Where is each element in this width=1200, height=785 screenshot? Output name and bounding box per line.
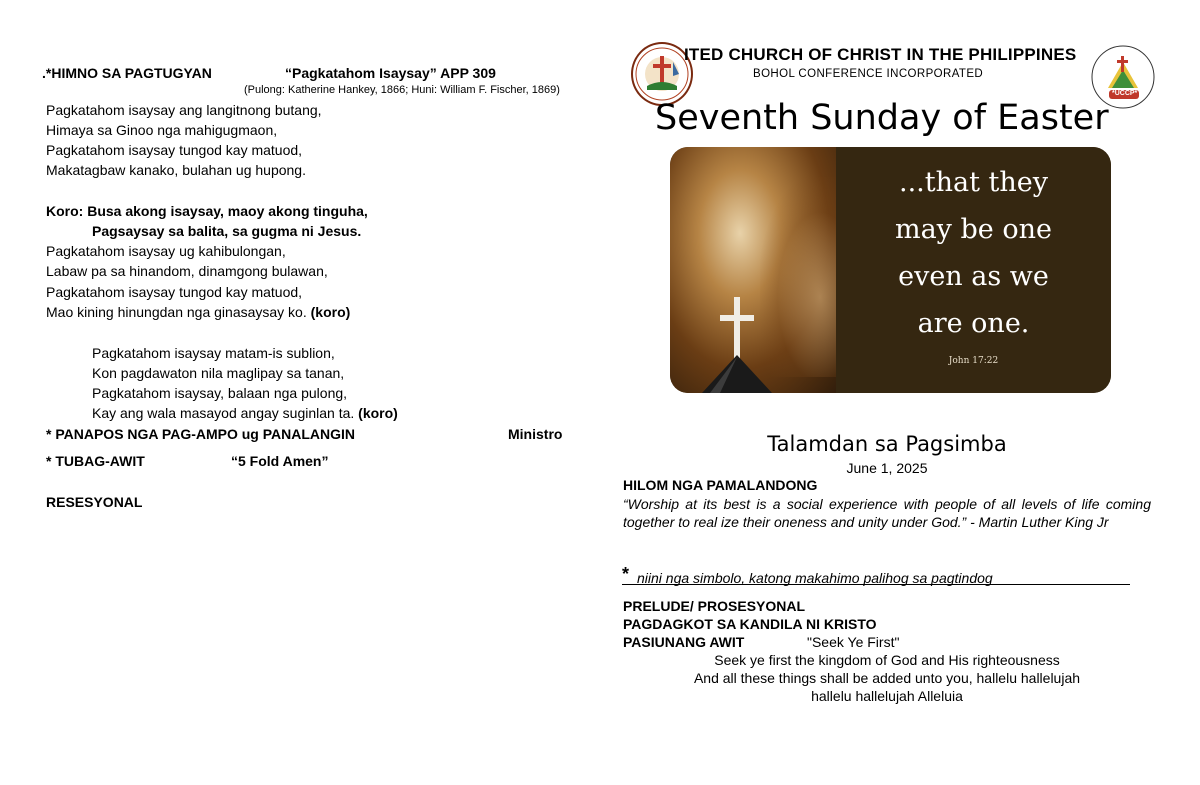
pagdagkot-heading: PAGDAGKOT SA KANDILA NI KRISTO xyxy=(623,616,877,632)
verse-line: Pagkatahom isaysay matam-is sublion, xyxy=(92,345,335,361)
tubag-heading: * TUBAG-AWIT xyxy=(46,453,145,469)
chorus-line: Pagsaysay sa balita, sa gugma ni Jesus. xyxy=(92,223,362,239)
church-steeple-cross-icon xyxy=(690,287,780,393)
pasiunang-title: "Seek Ye First" xyxy=(807,634,900,650)
banner-reference: John 17:22 xyxy=(948,356,999,366)
song-line: hallelu hallelujah Alleluia xyxy=(811,688,963,704)
verse-line xyxy=(46,304,350,320)
page-title: Seventh Sunday of Easter xyxy=(655,98,1109,138)
verse-line xyxy=(92,405,398,421)
hymn-heading: .*HIMNO SA PAGTUGYAN xyxy=(42,65,212,81)
hymn-credit: (Pulong: Katherine Hankey, 1866; Huni: William F. Fischer, 1869) xyxy=(244,84,560,96)
prelude-heading: PRELUDE/ PROSESYONAL xyxy=(623,598,806,614)
standing-note xyxy=(622,566,1130,585)
banner-line: even as we xyxy=(898,261,1049,292)
song-line: And all these things shall be added unto you, hallelu hallelujah xyxy=(693,670,1081,686)
koro-tag: (koro) xyxy=(358,405,398,421)
standing-note-text: niini nga simbolo, katong makahimo palihog sa pagtindog xyxy=(637,570,993,586)
verse-line: Pagkatahom isaysay tungod kay matuod, xyxy=(46,284,303,300)
chorus-line: Koro: Busa akong isaysay, maoy akong tinguha, xyxy=(46,203,368,219)
banner-line: are one. xyxy=(917,308,1030,339)
pasiunang-heading: PASIUNANG AWIT xyxy=(623,634,745,650)
koro-tag: (koro) xyxy=(310,304,351,320)
verse-line: Pagkatahom isaysay tungod kay matuod, xyxy=(46,142,303,158)
logo-badge: *UCCP* xyxy=(1112,90,1138,97)
quote-text: “Worship at its best is a social experience with people of all levels of life coming together to real ize their oneness and unity under God.” - Martin Luther King Jr xyxy=(623,496,1151,530)
banner-line: ...that they xyxy=(899,167,1048,198)
panapos-leader: Ministro xyxy=(508,426,563,442)
order-title: Talamdan sa Pagsimba xyxy=(767,432,1007,456)
verse-line: Pagkatahom isaysay ug kahibulongan, xyxy=(46,243,286,259)
service-date: June 1, 2025 xyxy=(846,460,928,476)
banner-line: may be one xyxy=(894,214,1052,245)
resesyonal-heading: RESESYONAL xyxy=(46,494,143,510)
verse-text: Kay ang wala masayod angay suginlan ta. xyxy=(92,405,355,421)
scripture-banner xyxy=(670,147,1111,393)
church-name: ITED CHURCH OF CHRIST IN THE PHILIPPINES xyxy=(684,45,1077,64)
hilom-heading: HILOM NGA PAMALANDONG xyxy=(623,477,818,493)
panapos-heading: * PANAPOS NGA PAG-AMPO ug PANALANGIN xyxy=(46,426,356,442)
song-line: Seek ye first the kingdom of God and His righteousness xyxy=(714,652,1060,668)
verse-line: Pagkatahom isaysay, balaan nga pulong, xyxy=(92,385,348,401)
verse-line: Labaw pa sa hinandom, dinamgong bulawan, xyxy=(46,263,328,279)
verse-line: Kon pagdawaton nila maglipay sa tanan, xyxy=(92,365,345,381)
verse-line: Makatagbaw kanako, bulahan ug hupong. xyxy=(46,162,306,178)
verse-line: Pagkatahom isaysay ang langitnong butang, xyxy=(46,102,322,118)
tubag-title: “5 Fold Amen” xyxy=(231,453,329,469)
verse-text: Mao kining hinungdan nga ginasaysay ko. xyxy=(46,304,307,320)
conference-name: BOHOL CONFERENCE INCORPORATED xyxy=(753,68,984,80)
asterisk-symbol: * xyxy=(622,564,630,584)
uccp-logo-graphic xyxy=(633,44,691,104)
hymn-title: “Pagkatahom Isaysay” APP 309 xyxy=(285,65,496,81)
verse-line: Himaya sa Ginoo nga mahigugmaon, xyxy=(46,122,278,138)
